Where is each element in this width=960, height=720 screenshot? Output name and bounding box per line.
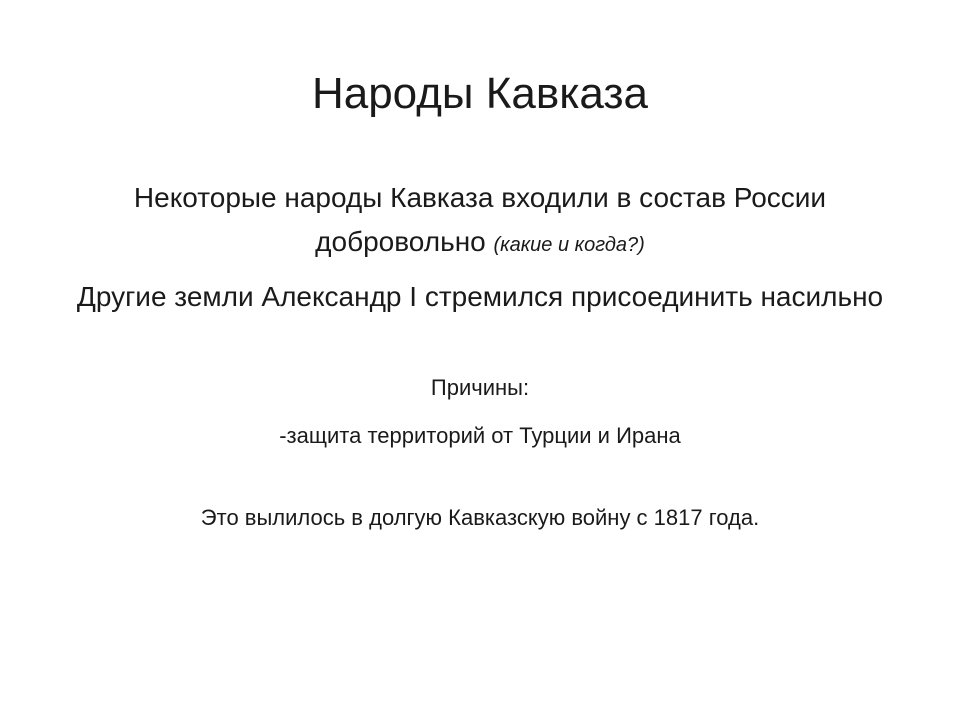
slide-title: Народы Кавказа xyxy=(311,69,649,118)
reasons-heading: Причины: xyxy=(430,375,530,400)
conclusion: Это вылилось в долгую Кавказскую войну с 1817 года. xyxy=(200,505,760,530)
paragraph-voluntary-text: Некоторые народы Кавказа входили в состав России добровольно xyxy=(133,182,827,257)
paragraph-voluntary-note: (какие и когда?) xyxy=(493,234,645,256)
reason-item: -защита территорий от Турции и Ирана xyxy=(279,423,681,448)
slide-body xyxy=(48,176,912,535)
paragraph-voluntary xyxy=(48,176,912,267)
paragraph-forced: Другие земли Александр I стремился присоединить насильно xyxy=(76,281,884,312)
